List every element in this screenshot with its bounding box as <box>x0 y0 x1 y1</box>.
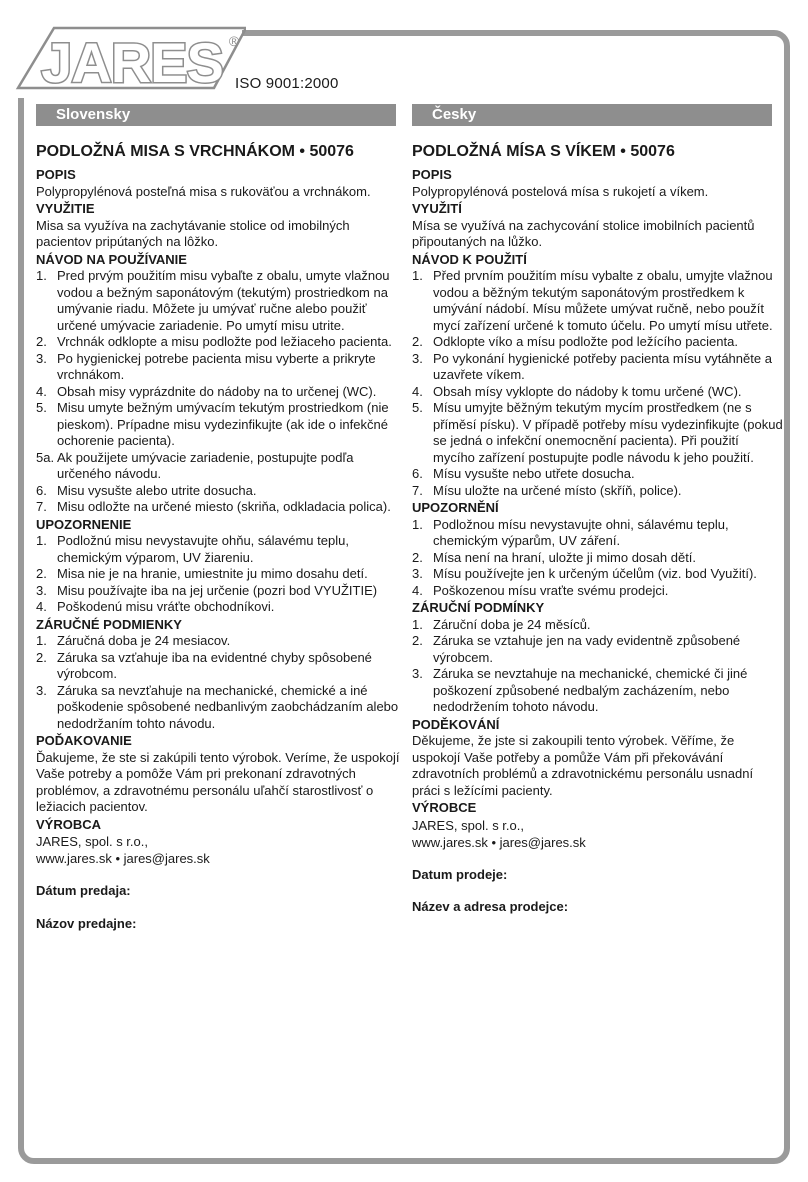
list-item <box>412 583 784 600</box>
item-text: Podložnú misu nevystavujte ohňu, sálavému teplu, chemickým výparom, UV žiareniu. <box>57 533 349 565</box>
item-number: 3. <box>412 566 423 581</box>
thanks-text: Děkujeme, že jste si zakoupili tento výrobek. Věříme, že uspokojí Vaše potřeby a pomůže Vám při překovávání zdravotních problémů a zdravotnickému personálu usnadní práci s ležícími pacienty. <box>412 733 754 798</box>
warranty-list <box>36 633 408 732</box>
item-text: Obsah misy vyprázdnite do nádoby na to určenej (WC). <box>57 383 377 399</box>
list-item <box>412 384 784 401</box>
list-item <box>36 400 408 450</box>
section-heading-warning: UPOZORNĚNÍ <box>412 500 499 515</box>
item-text: Záruční doba je 24 měsíců. <box>433 616 591 632</box>
manufacturer-contact: www.jares.sk • jares@jares.sk <box>36 851 210 866</box>
thanks-text: Ďakujeme, že ste si zakúpili tento výrobok. Veríme, že uspokojí Vaše potreby a pomôže Vám pri prekonaní zdravotných problémov, a zdravotnému personálu uľahčí starostlivosť o ležiacich pacientov. <box>36 749 400 814</box>
list-item <box>412 566 784 583</box>
item-number: 2. <box>36 649 47 665</box>
section-heading-description: POPIS <box>36 167 76 182</box>
item-text: Mísu umyjte běžným tekutým mycím prostředkem (ne s příměsí písku). V případě potřeby mísu vydezinfikujte (pokud se jedná o infekční onemocnění pacienta). Při použití mycího zařízení postupujte podle návodu k jeho použití. <box>433 400 783 465</box>
item-number: 7. <box>36 499 47 514</box>
list-item <box>412 666 784 716</box>
list-item <box>412 351 784 384</box>
column-slovak <box>36 138 408 932</box>
store-name-label: Názov predajne: <box>36 915 137 931</box>
item-text: Záručná doba je 24 mesiacov. <box>57 633 231 648</box>
warning-list <box>36 533 408 616</box>
list-item <box>412 334 784 351</box>
item-number: 4. <box>412 383 423 399</box>
list-item <box>412 483 784 500</box>
item-number: 3. <box>36 350 47 366</box>
section-heading-usage: VYUŽITIE <box>36 201 95 216</box>
section-heading-description: POPIS <box>412 167 452 182</box>
list-item <box>36 351 408 384</box>
section-heading-thanks: POĎAKOVANIE <box>36 733 132 748</box>
item-number: 4. <box>36 599 47 614</box>
item-number: 6. <box>412 466 423 481</box>
list-item <box>412 466 784 483</box>
date-of-sale-label: Dátum predaja: <box>36 883 131 898</box>
item-text: Odklopte víko a mísu podložte pod ležícího pacienta. <box>433 334 738 349</box>
product-title: PODLOŽNÁ MISA S VRCHNÁKOM • 50076 <box>36 143 354 160</box>
item-number: 6. <box>36 482 47 498</box>
section-heading-warning: UPOZORNENIE <box>36 516 132 532</box>
description-text: Polypropylénová posteľná misa s rukoväťou a vrchnákom. <box>36 183 371 199</box>
section-heading-instructions: NÁVOD K POUŽITÍ <box>412 251 527 267</box>
usage-text: Misa sa využíva na zachytávanie stolice od imobilných pacientov pripútaných na lôžko. <box>36 217 350 249</box>
item-text: Po vykonání hygienické potřeby pacienta mísu vytáhněte a uzavřete víkem. <box>433 350 772 382</box>
item-number: 3. <box>412 350 423 366</box>
instructions-list <box>36 268 408 516</box>
manufacturer-name: JARES, spol. s r.o., <box>412 817 524 833</box>
item-text: Ak použijete umývacie zariadenie, postupujte podľa určeného návodu. <box>57 449 354 481</box>
section-heading-warranty: ZÁRUČNÉ PODMIENKY <box>36 616 182 632</box>
item-text: Vrchnák odklopte a misu podložte pod ležiaceho pacienta. <box>57 334 392 349</box>
warning-list <box>412 517 784 600</box>
item-number: 5. <box>412 400 423 415</box>
list-item <box>412 517 784 550</box>
section-heading-instructions: NÁVOD NA POUŽÍVANIE <box>36 251 187 267</box>
item-number: 2. <box>412 334 423 349</box>
item-text: Podložnou mísu nevystavujte ohni, sálavému teplu, chemickým výparům, UV záření. <box>433 516 729 548</box>
item-text: Misu odložte na určené miesto (skriňa, odkladacia polica). <box>57 499 391 514</box>
column-czech <box>412 138 784 916</box>
item-text: Záruka se nevztahuje na mechanické, chemické či jiné poškození způsobené nedbalým zacházením, nebo nedodržením tohoto návodu. <box>433 666 748 714</box>
item-text: Mísu používejte jen k určeným účelům (viz. bod Využití). <box>433 566 757 581</box>
item-text: Pred prvým použitím misu vybaľte z obalu, umyte vlažnou vodou a bežným saponátovým (tekutým) prostriedkom na umývanie riadu. Môžete ju umývať ručne alebo použiť určené umývacie zariadenie. Po umytí misu utrite. <box>57 268 390 333</box>
instructions-list <box>412 268 784 499</box>
item-text: Obsah mísy vyklopte do nádoby k tomu určené (WC). <box>433 383 742 399</box>
item-text: Poškodenú misu vráťte obchodníkovi. <box>57 599 275 614</box>
date-of-sale-label: Datum prodeje: <box>412 866 508 882</box>
list-item <box>36 268 408 334</box>
list-item <box>36 533 408 566</box>
list-item <box>412 268 784 334</box>
language-bar-slovak: Slovensky <box>36 104 396 126</box>
usage-text: Mísa se využívá na zachycování stolice imobilních pacientů připoutaných na lůžko. <box>412 217 755 249</box>
manufacturer-contact: www.jares.sk • jares@jares.sk <box>412 834 586 850</box>
item-number: 1. <box>36 633 47 648</box>
item-number: 2. <box>412 549 423 565</box>
item-number: 4. <box>36 383 47 399</box>
list-item <box>36 483 408 500</box>
item-number: 2. <box>36 334 47 349</box>
list-item <box>36 334 408 351</box>
list-item <box>36 583 408 600</box>
item-number: 1. <box>412 616 423 632</box>
item-number: 7. <box>412 482 423 498</box>
item-number: 2. <box>412 633 423 648</box>
description-text: Polypropylénová postelová mísa s rukojetí a víkem. <box>412 183 709 199</box>
list-item <box>36 683 408 733</box>
item-text: Záruka se vztahuje jen na vady evidentně způsobené výrobcem. <box>433 633 741 665</box>
item-text: Misu vysušte alebo utrite dosucha. <box>57 482 257 498</box>
item-text: Mísu uložte na určené místo (skříň, police). <box>433 482 682 498</box>
item-text: Mísu vysušte nebo utřete dosucha. <box>433 466 635 481</box>
item-text: Mísa není na hraní, uložte ji mimo dosah dětí. <box>433 549 697 565</box>
section-heading-manufacturer: VÝROBCE <box>412 800 477 815</box>
list-item <box>412 400 784 466</box>
section-heading-manufacturer: VÝROBCA <box>36 816 102 832</box>
manufacturer-name: JARES, spol. s r.o., <box>36 834 148 849</box>
list-item <box>412 617 784 634</box>
item-text: Záruka sa vzťahuje iba na evidentné chyby spôsobené výrobcom. <box>57 649 372 681</box>
item-number: 1. <box>36 268 47 283</box>
item-text: Poškozenou mísu vraťte svému prodejci. <box>433 582 669 598</box>
item-text: Před prvním použitím mísu vybalte z obalu, umyjte vlažnou vodou a běžným tekutým saponátovým prostředkem k umývání nádobí. Mísu můžete umývat ručně, nebo použít mycí zařízení určené k tomuto účelu. Po umytí mísu utřete. <box>433 268 773 333</box>
item-number: 1. <box>412 268 423 283</box>
warranty-list <box>412 617 784 716</box>
list-item <box>36 450 408 483</box>
section-heading-warranty: ZÁRUČNÍ PODMÍNKY <box>412 600 545 615</box>
item-number: 3. <box>36 682 47 698</box>
jares-logo <box>14 20 246 96</box>
item-text: Záruka sa nevzťahuje na mechanické, chemické a iné poškodenie spôsobené nedbanlivým zaobchádzaním alebo nedodržaním tohto návodu. <box>57 682 399 731</box>
list-item <box>36 633 408 650</box>
item-text: Po hygienickej potrebe pacienta misu vyberte a prikryte vrchnákom. <box>57 350 376 382</box>
list-item <box>36 599 408 616</box>
store-name-label: Název a adresa prodejce: <box>412 899 569 914</box>
item-number: 1. <box>36 533 47 548</box>
product-title: PODLOŽNÁ MÍSA S VÍKEM • 50076 <box>412 143 675 160</box>
list-item <box>36 384 408 401</box>
list-item <box>36 499 408 516</box>
item-number: 3. <box>36 582 47 598</box>
item-number: 1. <box>412 516 423 532</box>
item-number: 4. <box>412 582 423 598</box>
item-text: Misu používajte iba na jej určenie (pozri bod VYUŽITIE) <box>57 582 378 598</box>
item-number: 5a. <box>36 449 55 465</box>
item-number: 5. <box>36 400 47 415</box>
item-number: 2. <box>36 566 47 581</box>
item-text: Misu umyte bežným umývacím tekutým prostriedkom (nie pieskom). Prípadne misu vydezinfikujte (ak ide o infekčné ochorenie pacienta). <box>57 400 389 448</box>
item-text: Misa nie je na hranie, umiestnite ju mimo dosahu detí. <box>57 566 368 581</box>
section-heading-usage: VYUŽITÍ <box>412 201 462 216</box>
language-bar-czech: Česky <box>412 104 772 126</box>
list-item <box>412 550 784 567</box>
item-number: 3. <box>412 666 423 681</box>
list-item <box>36 650 408 683</box>
registered-mark: ® <box>228 33 240 49</box>
list-item <box>36 566 408 583</box>
logo-text: JARES <box>41 31 223 94</box>
list-item <box>412 633 784 666</box>
section-heading-thanks: PODĚKOVÁNÍ <box>412 716 500 732</box>
iso-certification: ISO 9001:2000 <box>235 75 343 92</box>
